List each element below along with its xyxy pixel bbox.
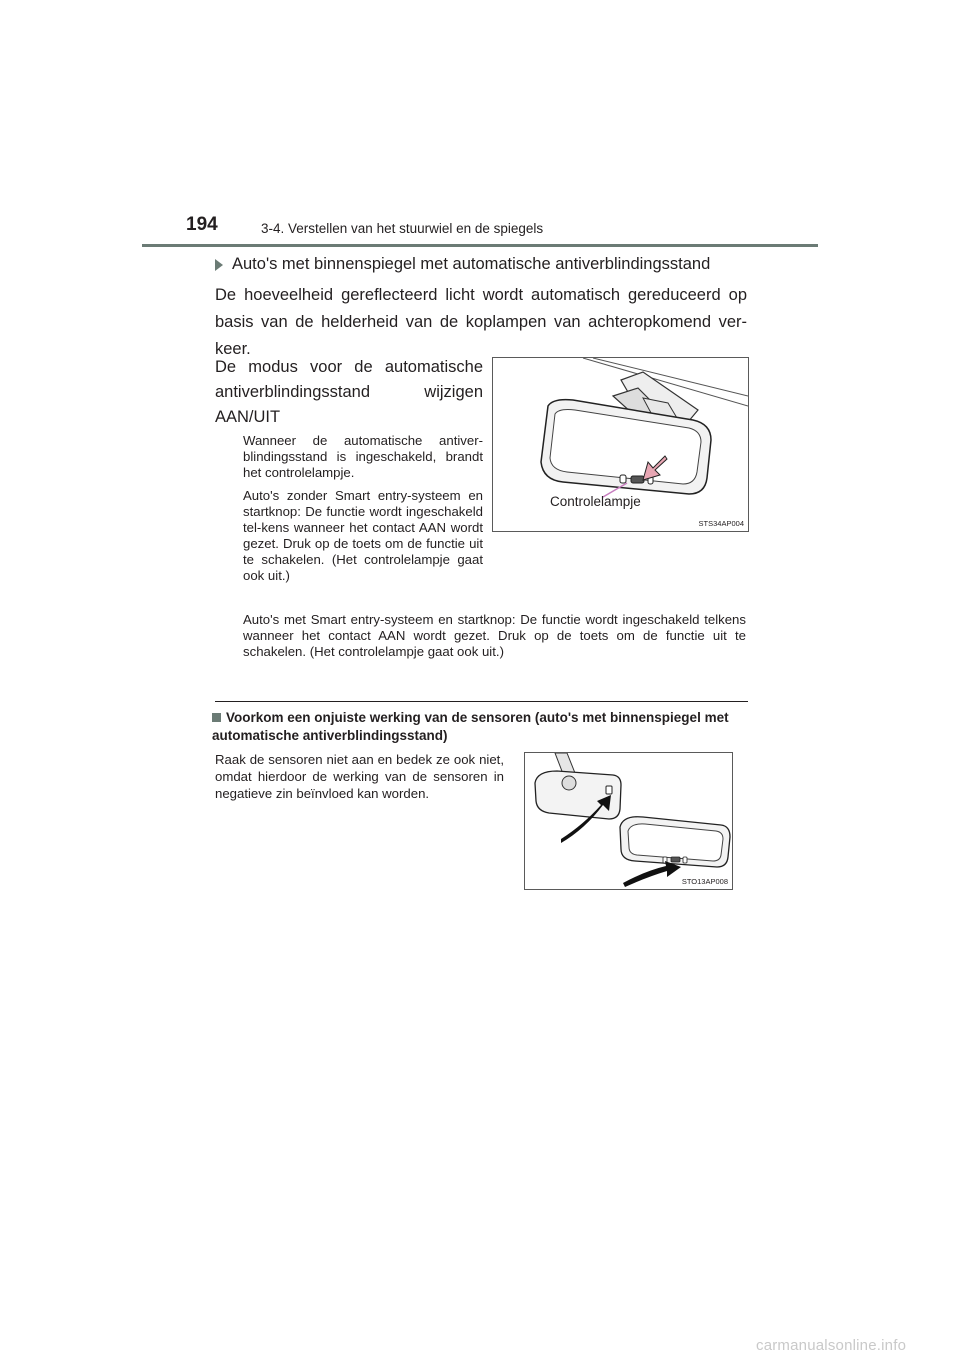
note-indicator: Wanneer de automatische antiver-blindingsstand is ingeschakeld, brandt het controlelampje. [243, 433, 483, 480]
subheading [215, 255, 710, 274]
watermark: carmanualsonline.info [756, 1337, 907, 1354]
sensor-paragraph: Raak de sensoren niet aan en bedek ze ook niet, omdat hierdoor de werking van de sensoren in negatieve zin beïnvloed kan worden. [215, 752, 504, 801]
subheading-text: Auto's met binnenspiegel met automatische antiverblindingsstand [232, 255, 711, 273]
figure-code: STS34AP004 [698, 519, 744, 528]
sensor-heading-text: Voorkom een onjuiste werking van de sensoren (auto's met binnenspiegel met automatische antiverblindingsstand) [212, 710, 729, 743]
intro-paragraph: De hoeveelheid gereflecteerd licht wordt automatisch gereduceerd op basis van de helderheid van de koplampen van achteropkomend ver-keer. [215, 286, 747, 358]
sensor-location-figure [524, 752, 733, 890]
sensor-heading [212, 709, 732, 745]
mode-title: De modus voor de automatische antiverblindingsstand wijzigen AAN/UIT [215, 358, 483, 426]
indicator-callout-label: Controlelampje [550, 494, 641, 509]
figure-code: STO13AP008 [681, 877, 728, 886]
square-bullet-icon [212, 713, 221, 722]
note-with-smart-entry: Auto's met Smart entry-systeem en startknop: De functie wordt ingeschakeld telkens wanneer het contact AAN wordt gezet. Druk op de toets om de functie uit te schakelen. (Het controlelampje gaat ook uit.) [243, 612, 746, 659]
note-without-smart-entry: Auto's zonder Smart entry-systeem en startknop: De functie wordt ingeschakeld tel-kens wanneer het contact AAN wordt gezet. Druk op de toets om de functie uit te schakelen. (Het controlelampje gaat ook uit.) [243, 488, 483, 583]
mirror-sensors-illustration [525, 753, 732, 889]
triangle-bullet-icon [215, 259, 223, 271]
section-title: 3-4. Verstellen van het stuurwiel en de spiegels [261, 221, 544, 236]
section-divider [215, 701, 748, 702]
page-number: 194 [186, 214, 218, 235]
header-rule [142, 244, 818, 247]
mirror-indicator-figure [492, 357, 749, 532]
